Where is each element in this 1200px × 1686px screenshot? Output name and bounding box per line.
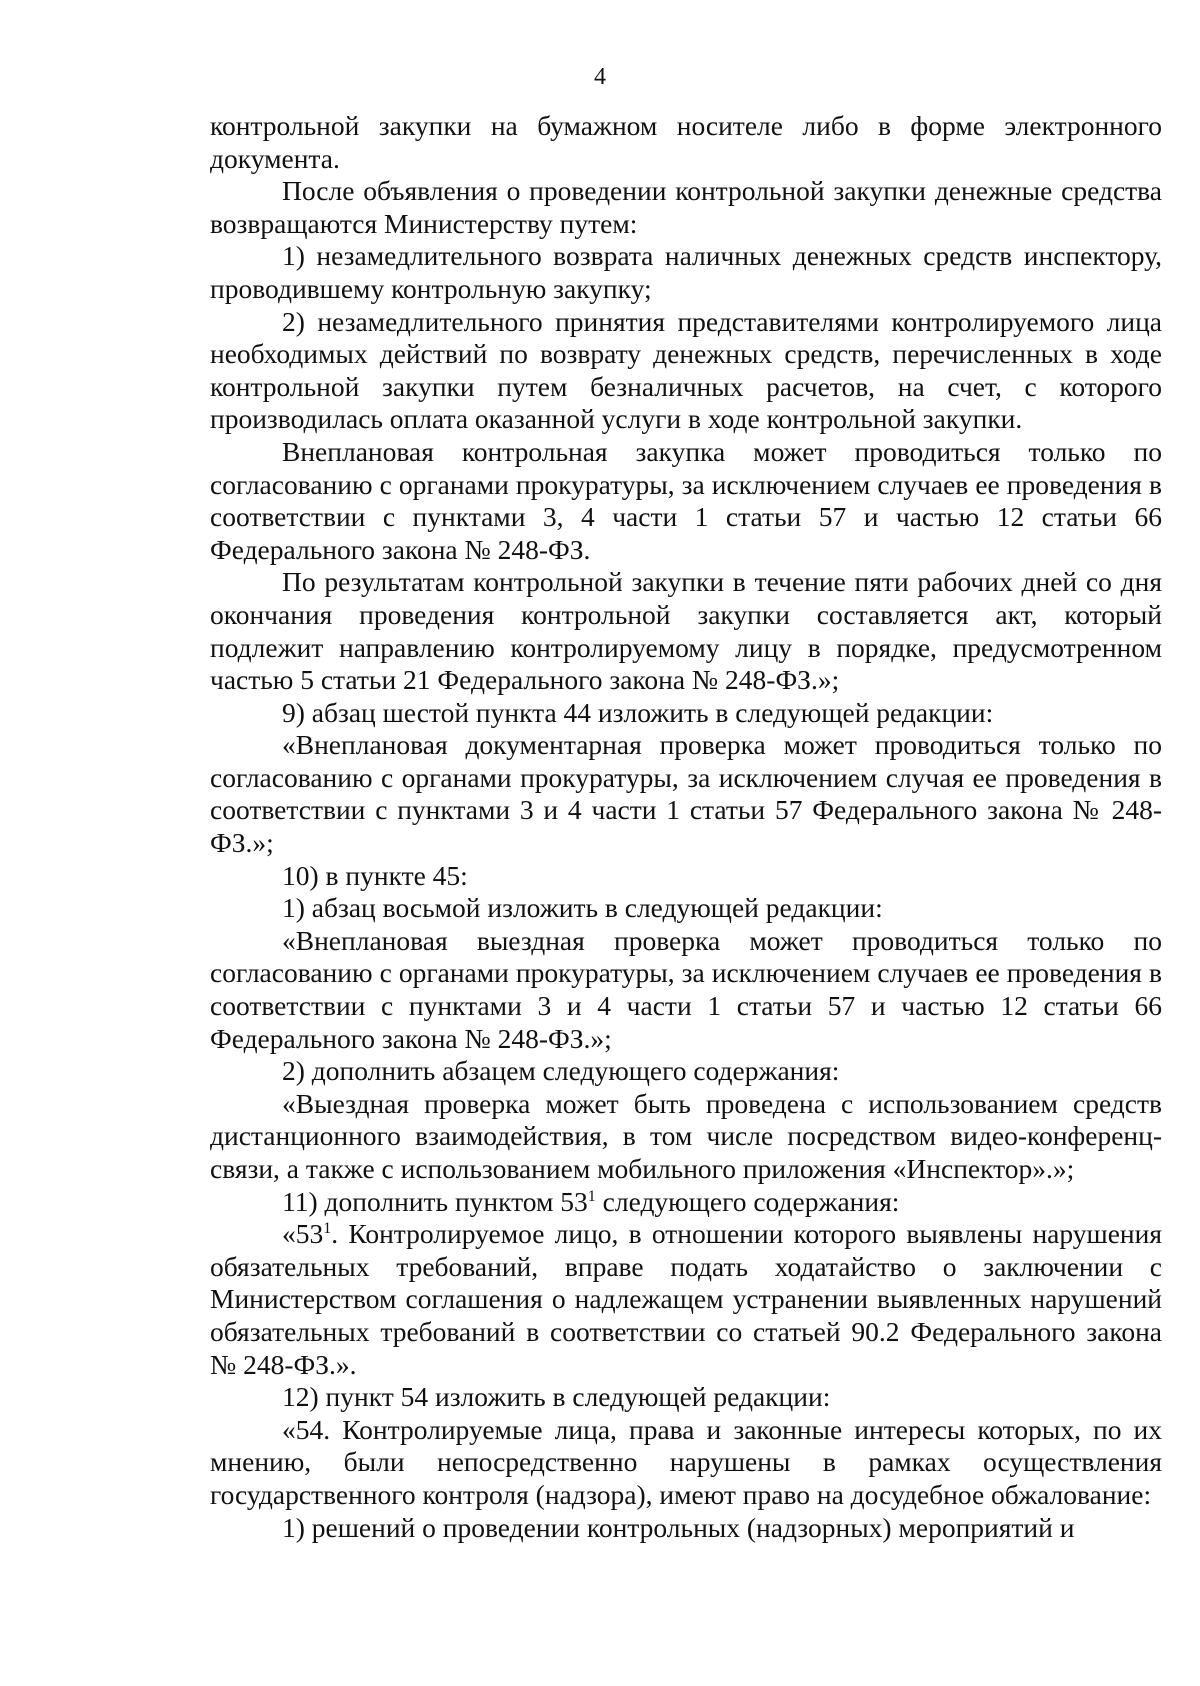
paragraph: «54. Контролируемые лица, права и законные интересы которых, по их мнению, были непосредственно нарушены в рамках осуществления государственного контроля (надзора), имеют право на досудебное обжалование: (210, 1413, 1162, 1510)
paragraph: 10) в пункте 45: (282, 859, 468, 891)
paragraph-item-11 (210, 1186, 1162, 1219)
item-53-1-before: «53 (282, 1218, 324, 1250)
page-number: 4 (594, 64, 606, 90)
item-53-1-after: . Контролируемое лицо, в отношении которого выявлены нарушения обязательных требований, вправе подать ходатайство о заключении с Министерством соглашения о надлежащем устранении выявленных нарушений обязательных требований в соответствии со статьей 90.2 Федерального закона № 248-ФЗ.». (210, 1218, 1162, 1380)
paragraph: контрольной закупки на бумажном носителе либо в форме электронного документа. (210, 110, 1162, 174)
paragraph: 1) незамедлительного возврата наличных денежных средств инспектору, проводившему контрольную закупку; (210, 240, 1162, 304)
paragraph: 2) дополнить абзацем следующего содержания: (282, 1055, 840, 1087)
paragraph: После объявления о проведении контрольной закупки денежные средства возвращаются Министерству путем: (210, 175, 1162, 239)
paragraph: «Выездная проверка может быть проведена с использованием средств дистанционного взаимодействия, в том числе посредством видео-конференц-связи, а также с использованием мобильного приложения «Инспектор».»; (210, 1087, 1162, 1184)
paragraph: 12) пункт 54 изложить в следующей редакции: (282, 1381, 831, 1413)
item-11-after: следующего содержания: (595, 1185, 900, 1217)
paragraph: 1) абзац восьмой изложить в следующей редакции: (282, 892, 883, 924)
item-11-before: 11) дополнить пунктом 53 (282, 1185, 588, 1217)
paragraph: По результатам контрольной закупки в течение пяти рабочих дней со дня окончания проведения контрольной закупки составляется акт, который подлежит направлению контролируемому лицу в порядке, предусмотренном частью 5 статьи 21 Федерального закона № 248-ФЗ.»; (210, 566, 1162, 696)
superscript: 1 (323, 1220, 332, 1238)
paragraph: «Внеплановая документарная проверка может проводиться только по согласованию с органами прокуратуры, за исключением случая ее проведения в соответствии с пунктами 3 и 4 части 1 статьи 57 Федерального закона № 248-ФЗ.»; (210, 729, 1162, 859)
paragraph: «Внеплановая выездная проверка может проводиться только по согласованию с органами прокуратуры, за исключением случаев ее проведения в соответствии с пунктами 3 и 4 части 1 статьи 57 и частью 12 статьи 66 Федерального закона № 248-ФЗ.»; (210, 924, 1162, 1054)
superscript: 1 (587, 1187, 596, 1205)
paragraph-item-53-1 (210, 1218, 1162, 1381)
paragraph: Внеплановая контрольная закупка может проводиться только по согласованию с органами прокуратуры, за исключением случаев ее проведения в соответствии с пунктами 3, 4 части 1 статьи 57 и частью 12 статьи 66 Федерального закона № 248-ФЗ. (210, 435, 1162, 565)
paragraph: 1) решений о проведении контрольных (надзорных) мероприятий и (282, 1511, 1075, 1543)
paragraph: 2) незамедлительного принятия представителями контролируемого лица необходимых действий по возврату денежных средств, перечисленных в ходе контрольной закупки путем безналичных расчетов, на счет, с которого производилась оплата оказанной услуги в ходе контрольной закупки. (210, 305, 1162, 435)
document-body (210, 110, 1162, 1544)
paragraph: 9) абзац шестой пункта 44 изложить в следующей редакции: (282, 696, 994, 728)
